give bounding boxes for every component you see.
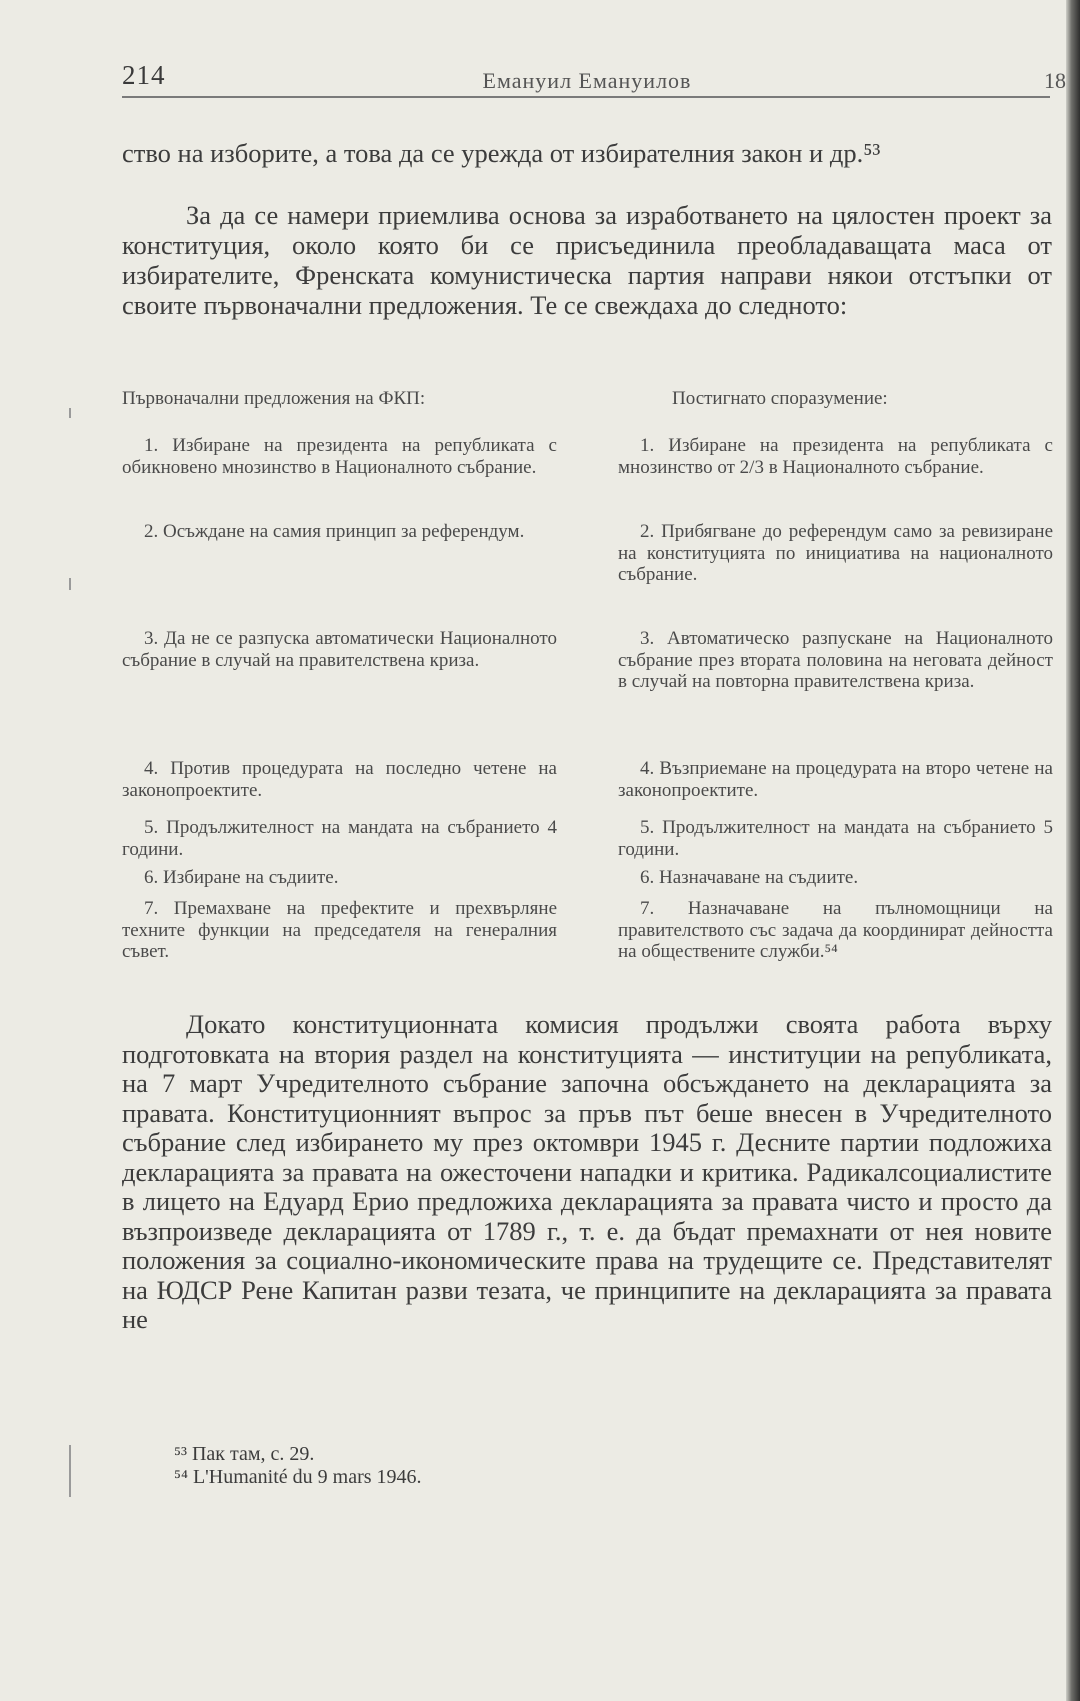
- page-header: [122, 60, 1066, 100]
- right-item-6: 6. Назначаване на съдиите.: [640, 867, 859, 888]
- header-rule: [122, 96, 1050, 98]
- left-item-2: 2. Осъждане на самия принцип за референдум.: [144, 521, 525, 542]
- footnote-53: ⁵³ Пак там, с. 29.: [174, 1443, 315, 1465]
- right-item-1: 1. Избиране на президента на републиката с мнозинство от 2/3 в Националното събрание.: [618, 435, 1053, 478]
- left-item-3: 3. Да не се разпуска автоматически Националното събрание в случай на правителствена криза.: [122, 628, 557, 671]
- right-item-2: 2. Прибягване до референдум само за ревизиране на конституцията по инициатива на националното събрание.: [618, 521, 1053, 585]
- running-head-author: Емануил Емануилов: [482, 68, 692, 93]
- cut-off-edge-number: 18: [1044, 68, 1066, 93]
- margin-mark: [69, 408, 71, 418]
- continued-paragraph: ство на изборите, а това да се урежда от избирателния закон и др.⁵³: [122, 138, 881, 168]
- main-paragraph: Докато конституционната комисия продължи своята работа върху подготовката на втория раздел на конституцията — институции на републиката, на 7 март Учредителното събрание започна обсъждането на декларацията за правата. Конституционният въпрос за пръв път беше внесен в Учредителното събрание след избирането му през октомври 1945 г. Десните партии подложиха декларацията за правата на ожесточени нападки и критика. Радикалсоциалистите в лицето на Едуард Ерио предложиха декларацията за правата чисто и просто да възпроизведе декларацията от 1789 г., т. е. да бъдат премахнати от нея новите положения за социално-икономическите права на трудещите се. Представителят на ЮДСР Рене Капитан разви тезата, че принципите на декларацията за правата не: [122, 1009, 1052, 1334]
- footnote-54: ⁵⁴ L'Humanité du 9 mars 1946.: [174, 1466, 422, 1488]
- right-item-7: 7. Назначаване на пълномощници на правителството със задача да координират дейността на обществените служби.⁵⁴: [618, 898, 1053, 962]
- left-item-5: 5. Продължителност на мандата на събранието 4 години.: [122, 817, 557, 860]
- footnotes: [174, 1443, 422, 1489]
- right-item-5: 5. Продължителност на мандата на събранието 5 години.: [618, 817, 1053, 860]
- left-item-7: 7. Премахване на префектите и прехвърляне техните функции на председателя на генералния съвет.: [122, 898, 557, 962]
- right-column-title: Постигнато споразумение:: [672, 388, 888, 409]
- margin-mark: [69, 1445, 71, 1497]
- intro-paragraph: За да се намери приемлива основа за изработването на цялостен проект за конституция, около която би се присъединила преобладаващата маса от избирателите, Френската комунистическа партия направи някои отстъпки от своите първоначални предложения. Те се свеждаха до следното:: [122, 200, 1052, 320]
- margin-mark: [69, 578, 71, 590]
- right-item-3: 3. Автоматическо разпускане на Националното събрание през втората половина на неговата дейност в случай на повторна правителствена криза.: [618, 628, 1053, 692]
- left-item-6: 6. Избиране на съдиите.: [144, 867, 339, 888]
- binding-edge-shadow: [1066, 0, 1080, 1701]
- page-number: 214: [122, 60, 166, 90]
- left-item-1: 1. Избиране на президента на републиката с обикновено мнозинство в Националното събрание.: [122, 435, 557, 478]
- left-column-title: Първоначални предложения на ФКП:: [122, 388, 426, 409]
- right-item-4: 4. Възприемане на процедурата на второ четене на законопроектите.: [618, 758, 1053, 801]
- left-item-4: 4. Против процедурата на последно четене на законопроектите.: [122, 758, 557, 801]
